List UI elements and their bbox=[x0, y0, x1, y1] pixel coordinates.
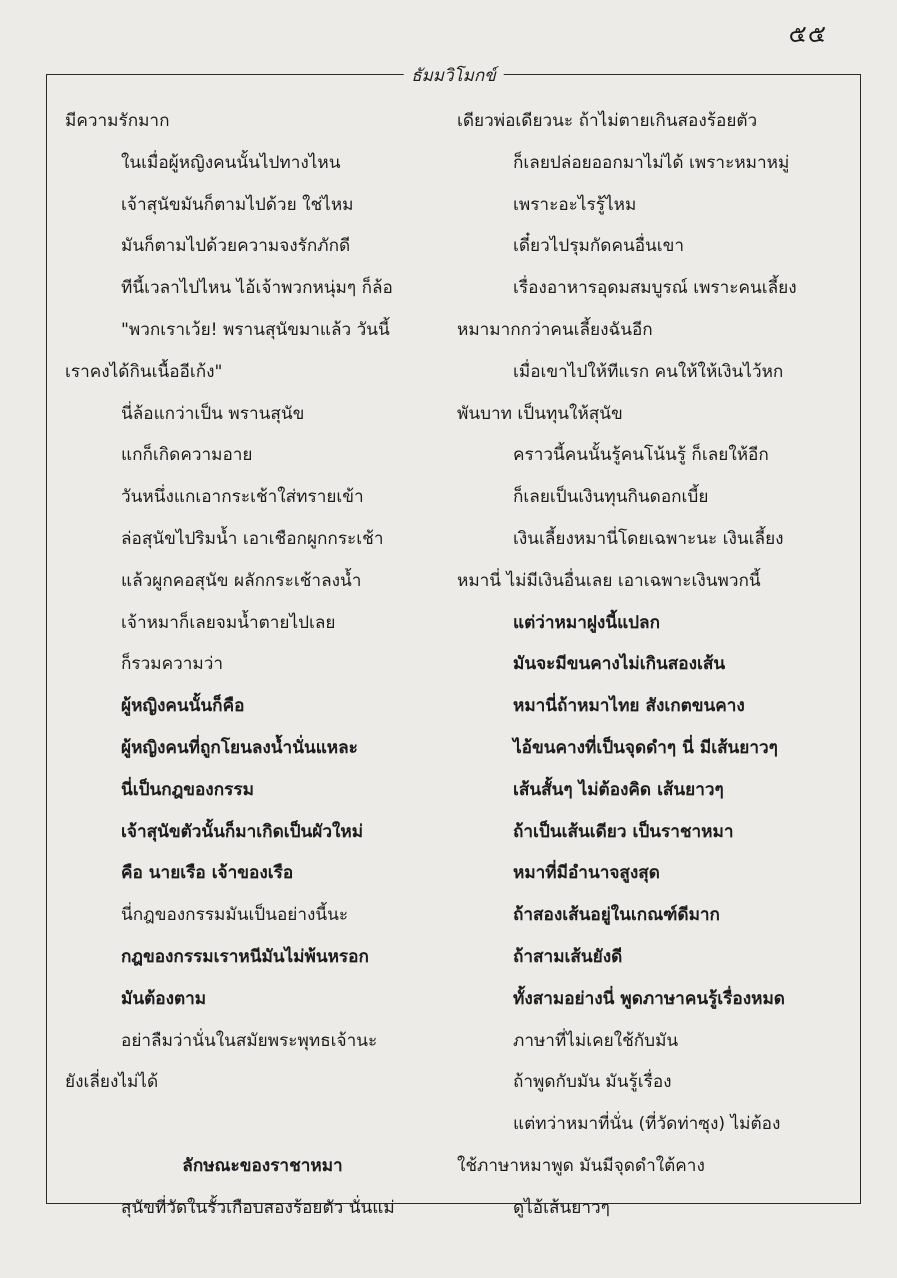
text-line: ถ้าสองเส้นอยู่ในเกณฑ์ดีมาก bbox=[513, 905, 720, 926]
text-line: ก็เลยเป็นเงินทุนกินดอกเบี้ย bbox=[513, 487, 709, 508]
text-line: เราคงได้กินเนื้ออีเก้ง" bbox=[65, 361, 223, 382]
text-line: เพราะอะไรรู้ไหม bbox=[513, 194, 637, 215]
left-text-column bbox=[65, 101, 460, 1230]
text-line: เรื่องอาหารอุดมสมบูรณ์ เพราะคนเลี้ยง bbox=[513, 278, 797, 299]
text-line: ถ้าสามเส้นยังดี bbox=[513, 946, 623, 967]
text-line: เจ้าหมาก็เลยจมน้ำตายไปเลย bbox=[121, 612, 336, 633]
page-number: ๕๕ bbox=[788, 20, 827, 48]
text-line: อย่าลืมว่านั่นในสมัยพระพุทธเจ้านะ bbox=[121, 1030, 378, 1051]
text-line: เจ้าสุนัขตัวนั้นก็มาเกิดเป็นผัวใหม่ bbox=[121, 821, 364, 842]
text-line: เจ้าสุนัขมันก็ตามไปด้วย ใช่ไหม bbox=[121, 194, 354, 215]
text-line: แต่ว่าหมาฝูงนี้แปลก bbox=[513, 612, 660, 633]
text-line bbox=[65, 1104, 460, 1146]
text-line: เดี๋ยวไปรุมกัดคนอื่นเขา bbox=[513, 236, 685, 257]
text-line: พันบาท เป็นทุนให้สุนัข bbox=[457, 403, 623, 424]
text-line: ล่อสุนัขไปริมน้ำ เอาเชือกผูกกระเช้า bbox=[121, 528, 384, 549]
text-line: ก็รวมความว่า bbox=[121, 654, 224, 675]
text-line: ไอ้ขนคางที่เป็นจุดดำๆ นี่ มีเส้นยาวๆ bbox=[513, 737, 778, 758]
right-text-column bbox=[457, 101, 852, 1230]
text-line: ผู้หญิงคนนั้นก็คือ bbox=[121, 696, 245, 717]
text-line: ดูไอ้เส้นยาวๆ bbox=[513, 1197, 610, 1218]
page-frame bbox=[46, 66, 861, 1218]
text-line: มันก็ตามไปด้วยความจงรักภักดี bbox=[121, 236, 351, 257]
text-line: ถ้าเป็นเส้นเดียว เป็นราชาหมา bbox=[513, 821, 734, 842]
text-line: "พวกเราเว้ย! พรานสุนัขมาแล้ว วันนี้ bbox=[121, 319, 390, 340]
text-line: แกก็เกิดความอาย bbox=[121, 445, 253, 466]
text-line: สุนัขที่วัดในรั้วเกือบสองร้อยตัว นั่นแม่ bbox=[121, 1197, 395, 1218]
text-line: ใช้ภาษาหมาพูด มันมีจุดดำใต้คาง bbox=[457, 1155, 705, 1176]
text-line: กฎของกรรมเราหนีมันไม่พ้นหรอก bbox=[121, 946, 369, 967]
text-line: คราวนี้คนนั้นรู้คนโน้นรู้ ก็เลยให้อีก bbox=[513, 445, 769, 466]
text-line: ในเมื่อผู้หญิงคนนั้นไปทางไหน bbox=[121, 152, 341, 173]
text-line: แต่ทว่าหมาที่นั่น (ที่วัดท่าซุง) ไม่ต้อง bbox=[513, 1114, 781, 1135]
text-line: คือ นายเรือ เจ้าของเรือ bbox=[121, 863, 294, 884]
text-line: นี่กฎของกรรมมันเป็นอย่างนี้นะ bbox=[121, 905, 349, 926]
text-line: ก็เลยปล่อยออกมาไม่ได้ เพราะหมาหมู่ bbox=[513, 152, 790, 173]
text-line: หมามากกว่าคนเลี้ยงฉันอีก bbox=[457, 319, 653, 340]
text-line: ทั้งสามอย่างนี่ พูดภาษาคนรู้เรื่องหมด bbox=[513, 988, 785, 1009]
text-line: เดียวพ่อเดียวนะ ถ้าไม่ตายเกินสองร้อยตัว bbox=[457, 111, 758, 131]
text-line: เมื่อเขาไปให้ทีแรก คนให้ให้เงินไว้หก bbox=[513, 361, 784, 382]
text-line: มันต้องตาม bbox=[121, 988, 207, 1009]
text-line: เงินเลี้ยงหมานี่โดยเฉพาะนะ เงินเลี้ยง bbox=[513, 528, 784, 549]
text-line: นี่ล้อแกว่าเป็น พรานสุนัข bbox=[121, 403, 305, 424]
text-line: วันหนึ่งแกเอากระเช้าใส่ทรายเข้า bbox=[121, 487, 364, 508]
text-line: หมานี่ถ้าหมาไทย สังเกตขนคาง bbox=[513, 696, 745, 717]
text-line: หมาที่มีอำนาจสูงสุด bbox=[513, 863, 660, 884]
text-line: ถ้าพูดกับมัน มันรู้เรื่อง bbox=[513, 1072, 672, 1093]
text-line: ลักษณะของราชาหมา bbox=[182, 1155, 343, 1176]
text-line: ยังเลี่ยงไม่ได้ bbox=[65, 1072, 159, 1093]
text-line: ภาษาที่ไม่เคยใช้กับมัน bbox=[513, 1030, 679, 1051]
text-line: เส้นสั้นๆ ไม่ต้องคิด เส้นยาวๆ bbox=[513, 779, 724, 800]
text-line: มีความรักมาก bbox=[65, 111, 170, 131]
text-line: ผู้หญิงคนที่ถูกโยนลงน้ำนั่นแหละ bbox=[121, 737, 358, 758]
text-line: แล้วผูกคอสุนัข ผลักกระเช้าลงน้ำ bbox=[121, 570, 362, 591]
running-header-title: ธัมมวิโมกข์ bbox=[403, 62, 504, 89]
text-line: ทีนี้เวลาไปไหน ไอ้เจ้าพวกหนุ่มๆ ก็ล้อ bbox=[121, 278, 393, 299]
text-line: มันจะมีขนคางไม่เกินสองเส้น bbox=[513, 654, 726, 675]
text-line: นี่เป็นกฎของกรรม bbox=[121, 779, 254, 800]
text-line: หมานี่ ไม่มีเงินอื่นเลย เอาเฉพาะเงินพวกนี้ bbox=[457, 570, 761, 591]
